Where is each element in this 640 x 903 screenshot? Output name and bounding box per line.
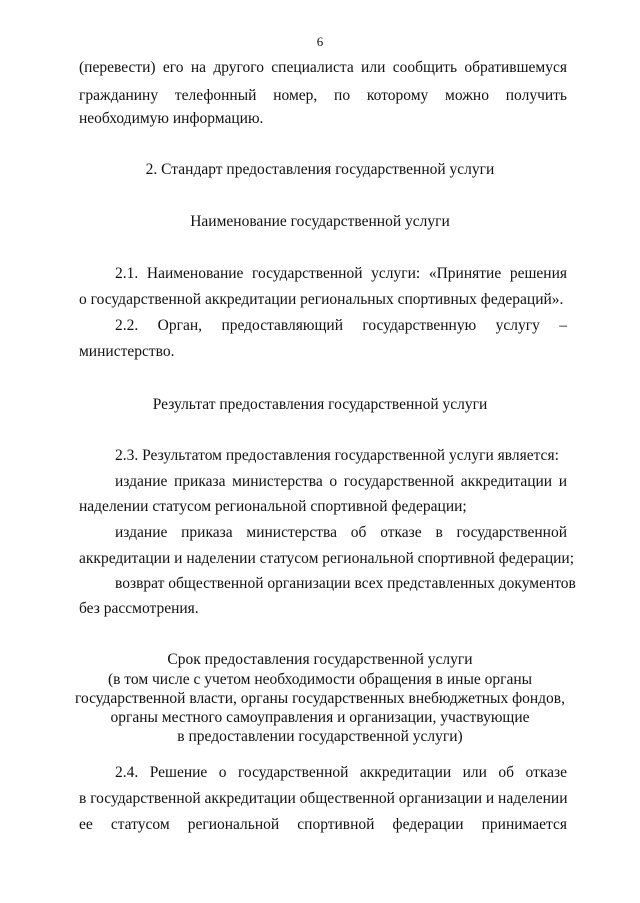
subheading-term-line: Срок предоставления государственной услуги bbox=[167, 651, 473, 668]
subheading-term-line: (в том числе с учетом необходимости обращения в иные органы bbox=[107, 671, 533, 688]
paragraph-line: необходимую информацию. bbox=[79, 110, 264, 127]
paragraph-2-4-line: 2.4. Решение о государственной аккредитации или об отказе bbox=[115, 764, 567, 781]
paragraph-2-1-line: о государственной аккредитации региональных спортивных федераций». bbox=[79, 291, 564, 308]
subheading-term-line: государственной власти, органы государственных внебюджетных фондов, bbox=[74, 690, 566, 707]
subheading-term-line: в предоставлении государственной услуги) bbox=[177, 728, 463, 745]
paragraph-2-4-line: в государственной аккредитации общественной организации и наделении bbox=[79, 790, 568, 807]
subheading-service-name: Наименование государственной услуги bbox=[190, 213, 450, 230]
paragraph-2-2-line: 2.2. Орган, предоставляющий государственную услугу – bbox=[115, 317, 567, 334]
paragraph-2-3-intro: 2.3. Результатом предоставления государственной услуги является: bbox=[115, 447, 559, 464]
subheading-service-result: Результат предоставления государственной услуги bbox=[152, 396, 488, 413]
page-number: 6 bbox=[316, 34, 324, 49]
result-item-line: наделении статусом региональной спортивной федерации; bbox=[79, 498, 467, 515]
result-item-line: аккредитации и наделении статусом региональной спортивной федерации; bbox=[79, 550, 575, 567]
subheading-term-line: органы местного самоуправления и организации, участвующие bbox=[110, 709, 530, 726]
paragraph-2-4-line: ее статусом региональной спортивной федерации принимается bbox=[79, 816, 567, 833]
section-heading: 2. Стандарт предоставления государственной услуги bbox=[145, 161, 495, 178]
result-item-line: без рассмотрения. bbox=[79, 600, 199, 617]
result-item-line: издание приказа министерства об отказе в государственной bbox=[115, 524, 567, 541]
result-item-line: издание приказа министерства о государственной аккредитации и bbox=[115, 473, 567, 490]
paragraph-2-2-line: министерство. bbox=[79, 343, 175, 360]
paragraph-2-1-line: 2.1. Наименование государственной услуги: «Принятие решения bbox=[115, 265, 567, 282]
result-item-line: возврат общественной организации всех представленных документов bbox=[115, 575, 576, 592]
paragraph-line: гражданину телефонный номер, по которому можно получить bbox=[79, 87, 567, 104]
paragraph-line: (перевести) его на другого специалиста или сообщить обратившемуся bbox=[79, 59, 567, 76]
